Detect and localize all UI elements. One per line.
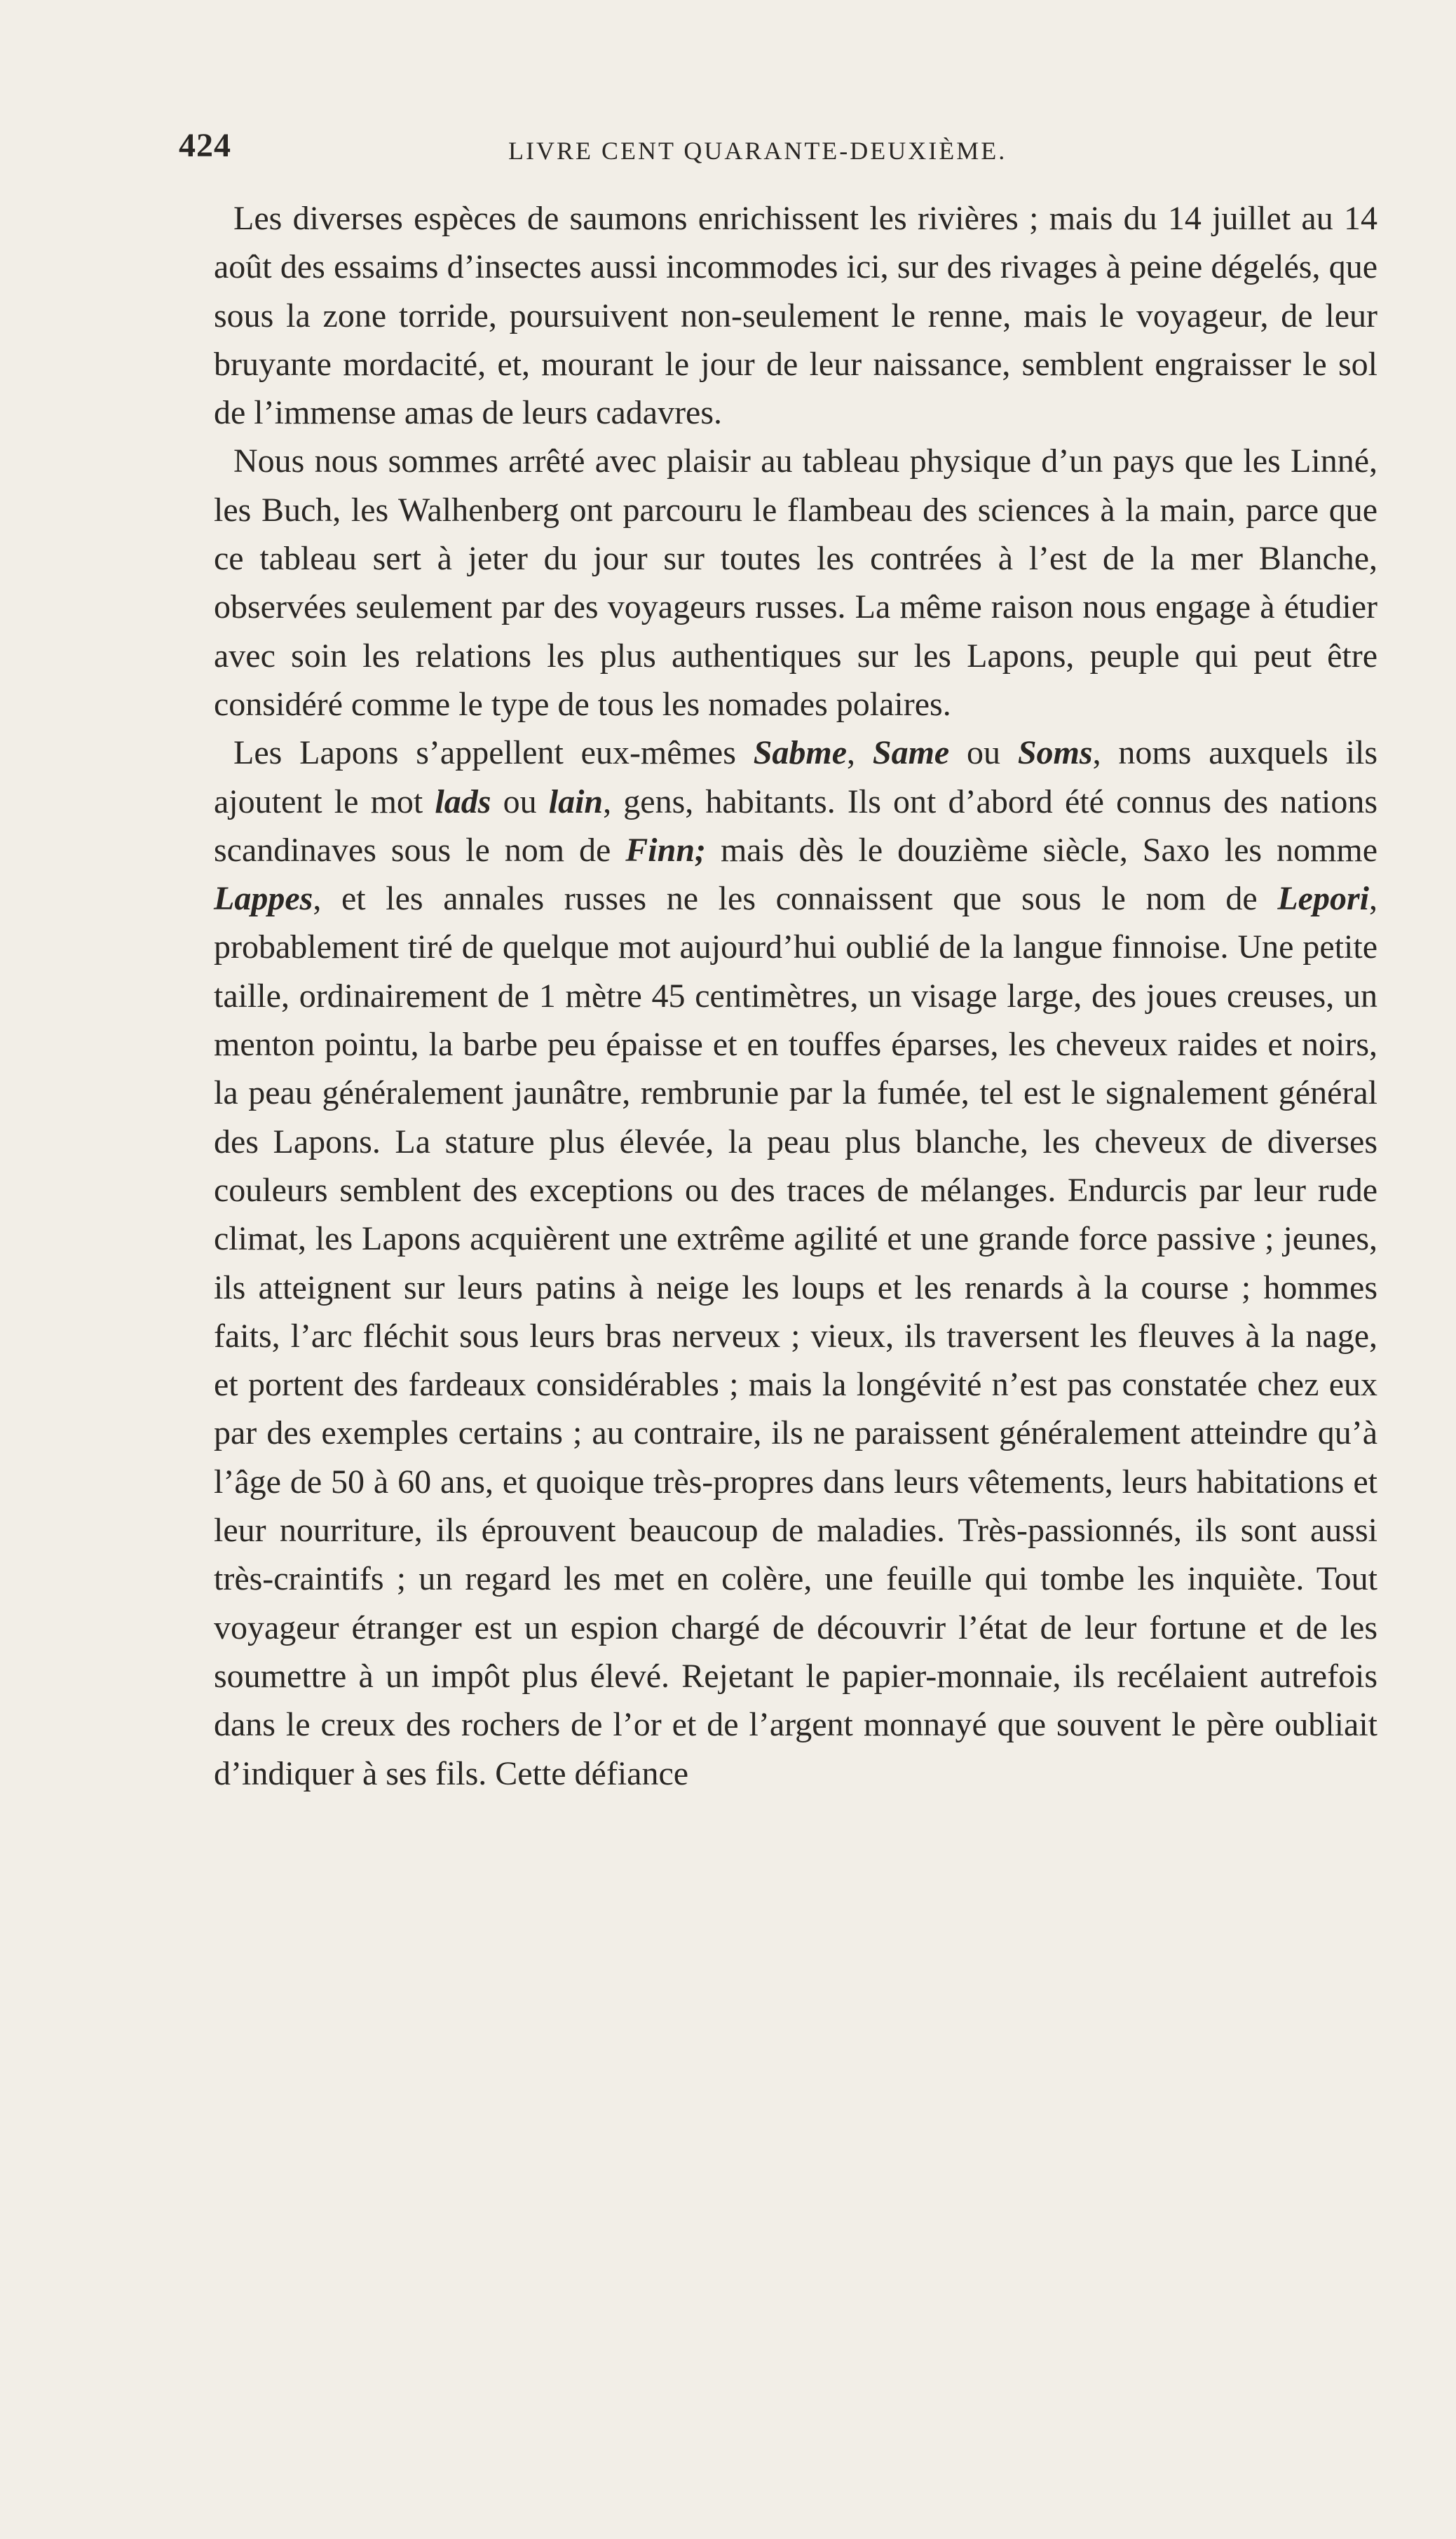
term-lappes: Lappes: [214, 880, 313, 918]
term-lepori: Lepori: [1277, 880, 1369, 918]
term-sabme: Sabme: [753, 734, 848, 772]
body-text: [214, 194, 1377, 1798]
paragraph-3-text-e: ou: [491, 783, 549, 820]
paragraph-2: [214, 437, 1377, 729]
paragraph-3-text-b: ,: [847, 734, 873, 772]
term-same: Same: [872, 734, 950, 772]
term-soms: Soms: [1017, 734, 1093, 772]
paragraph-3-text-g: mais dès le douzième siècle, Saxo les nomme: [706, 831, 1377, 869]
paragraph-3: [214, 729, 1377, 1798]
paragraph-3-text-i: , probablement tiré de quelque mot aujourd’hui oublié de la langue finnoise. Une petite taille, ordinairement de 1 mètre 45 centimètres, un visage large, des joues creuses, un menton pointu, la barbe peu épaisse et en touffes éparses, les cheveux raides et noirs, la peau généralement jaunâtre, rembrunie par la fumée, tel est le signalement général des Lapons. La stature plus élevée, la peau plus blanche, les cheveux de diverses couleurs semblent des exceptions ou des traces de mélanges. Endurcis par leur rude climat, les Lapons acquièrent une extrême agilité et une grande force passive ; jeunes, ils atteignent sur leurs patins à neige les loups et les renards à la course ; hommes faits, l’arc fléchit sous leurs bras nerveux ; vieux, ils traversent les fleuves à la nage, et portent des fardeaux considérables ; mais la longévité n’est pas constatée chez eux par des exemples certains ; au contraire, ils ne paraissent généralement atteindre qu’à l’âge de 50 à 60 ans, et quoique très-propres dans leurs vêtements, leurs habitations et leur nourriture, ils éprouvent beaucoup de maladies. Très-passionnés, ils sont aussi très-craintifs ; un regard les met en colère, une feuille qui tombe les inquiète. Tout voyageur étranger est un espion chargé de découvrir l’état de leur fortune et de les soumettre à un impôt plus élevé. Rejetant le papier-monnaie, ils recélaient autrefois dans le creux des rochers de l’or et de l’argent monnayé que souvent le père oubliait d’indiquer à ses fils. Cette défiance: [214, 880, 1377, 1792]
paragraph-3-text-d: , noms auxquels ils ajoutent le mot: [214, 734, 1378, 820]
paragraph-1-text: Les diverses espèces de saumons enrichissent les rivières ; mais du 14 juillet au 14 août des essaims d’insectes aussi incommodes ici, sur des rivages à peine dégelés, que sous la zone torride, poursuivent non-seulement le renne, mais le voyageur, de leur bruyante mordacité, et, mourant le jour de leur naissance, semblent engraisser le sol de l’immense amas de leurs cadavres.: [214, 200, 1377, 432]
paragraph-3-text-a: Les Lapons s’appellent eux-mêmes: [233, 734, 754, 772]
term-lain: lain: [548, 783, 604, 820]
page-number: 424: [179, 127, 231, 164]
term-lads: lads: [435, 783, 491, 820]
term-finn: Finn;: [625, 831, 707, 869]
paragraph-1: [214, 194, 1377, 437]
book-title: LIVRE CENT QUARANTE-DEUXIÈME.: [508, 137, 1007, 165]
paragraph-2-text: Nous nous sommes arrêté avec plaisir au tableau physique d’un pays que les Linné, les Buch, les Walhenberg ont parcouru le flambeau des sciences à la main, parce que ce tableau sert à jeter du jour sur toutes les contrées à l’est de la mer Blanche, observées seulement par des voyageurs russes. La même raison nous engage à étudier avec soin les relations les plus authentiques sur les Lapons, peuple qui peut être considéré comme le type de tous les nomades polaires.: [214, 442, 1377, 723]
running-head: [179, 126, 1374, 175]
paragraph-3-text-h: , et les annales russes ne les connaissent que sous le nom de: [313, 880, 1278, 918]
paragraph-3-text-f: , gens, habitants. Ils ont d’abord été connus des nations scandinaves sous le nom de: [214, 783, 1378, 869]
paragraph-3-text-c: ou: [949, 734, 1018, 772]
